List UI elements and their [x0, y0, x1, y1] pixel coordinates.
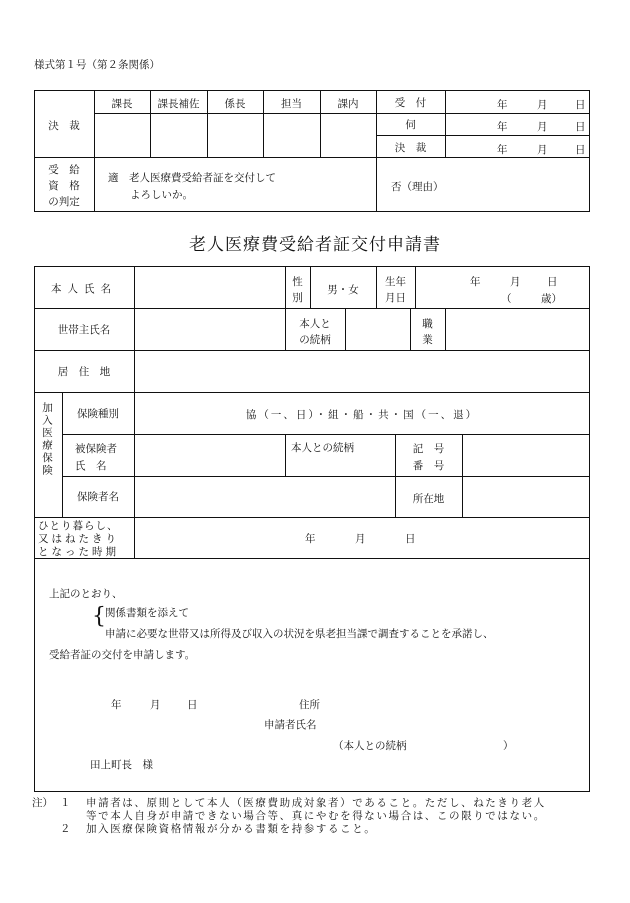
kessai-label: 決 裁 — [48, 120, 80, 132]
statement-line1: 上記のとおり、 — [49, 588, 123, 600]
insurance-type-value: 協（一、日）・組・船・共・国（一、退） — [245, 409, 479, 421]
applicant-name-label: 申請者氏名 — [264, 719, 317, 731]
note-2: 加入医療保険資格情報が分かる書類を持参すること。 — [86, 823, 377, 835]
form-number: 様式第１号（第２条関係） — [34, 59, 160, 71]
addressee: 田上町長 様 — [90, 759, 153, 771]
note-1-line1: 申請者は、原則として本人（医療費助成対象者）であること。ただし、ねたきり老人 — [86, 797, 546, 809]
role-tanto: 担当 — [281, 98, 302, 110]
brace-icon: { — [92, 604, 106, 629]
insurance-group-label: 加入医療保険 — [41, 402, 53, 477]
role-kacho: 課長 — [111, 98, 133, 110]
page-title: 老人医療費受給者証交付申請書 — [189, 235, 441, 255]
role-kakaricho: 係長 — [224, 98, 246, 110]
insured-relation-label: 本人との続柄 — [291, 442, 354, 454]
inquiry-label: 伺 — [405, 119, 416, 131]
decision-label: 決 裁 — [394, 142, 427, 154]
approve-text-2: よろしいか。 — [130, 189, 193, 201]
name-label: 本人氏名 — [51, 283, 117, 295]
eligibility-label-3: の判定 — [48, 196, 80, 208]
role-kanai: 課内 — [337, 98, 359, 110]
insurer-label: 保険者名 — [77, 491, 119, 503]
applicant-address-label: 住所 — [299, 699, 320, 711]
eligibility-label-2: 資 格 — [48, 180, 80, 192]
address-label: 居 住 地 — [57, 366, 111, 378]
insurance-type-label: 保険種別 — [77, 408, 119, 420]
location-label: 所在地 — [412, 493, 445, 505]
role-kacho-hosa: 課長補佐 — [157, 98, 200, 110]
received-label: 受 付 — [394, 97, 427, 109]
eligibility-label-1: 受 給 — [48, 164, 80, 176]
approve-text-1: 適 老人医療費受給者証を交付して — [108, 172, 276, 184]
deny-text: 否（理由） — [391, 181, 444, 193]
note-1-line2: 等で本人自身が申請できない場合等、真にやむを得ない場合は、この限りではない。 — [86, 810, 546, 822]
sex-value: 男・女 — [327, 284, 359, 296]
household-head-label: 世帯主氏名 — [57, 324, 111, 336]
